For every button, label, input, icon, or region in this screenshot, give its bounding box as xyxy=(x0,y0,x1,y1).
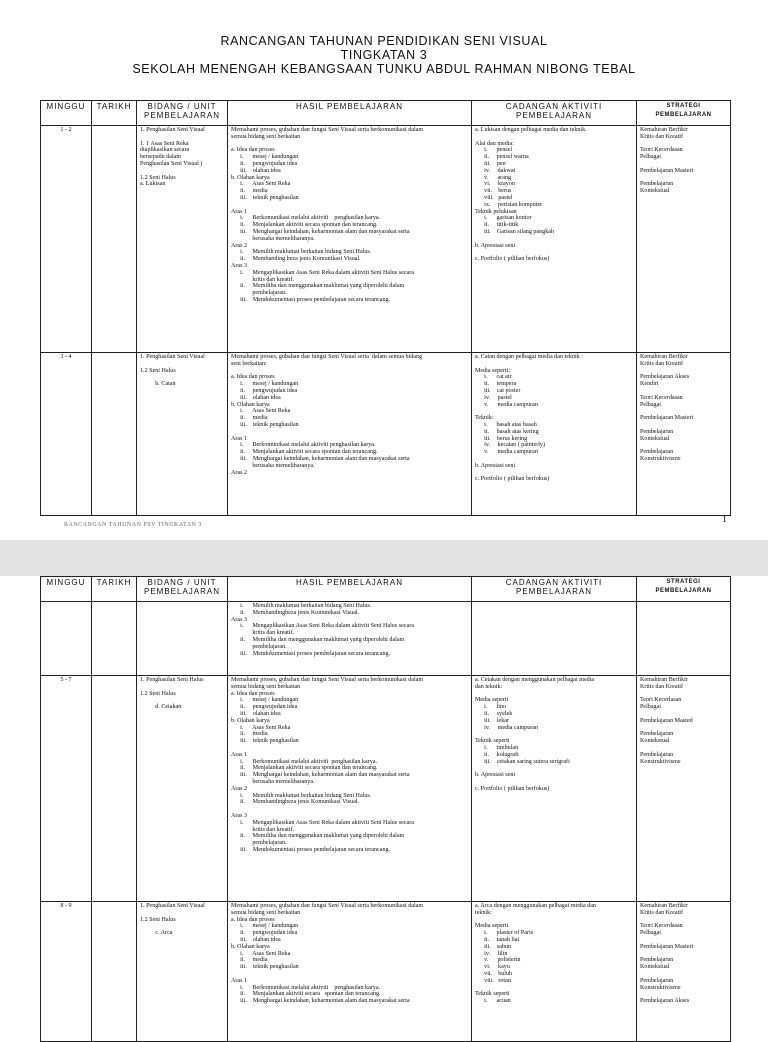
cell-cadangan: a. Catan dengan pelbagai media dan teknik : Media seperti: i. cat air ii. tempera iii. cat poster iv. pastel v. media campuran Teknik: i. basah atas basah ii. basah atas kering iii. berus kering iv. kecatan ( painterly) v. media campuran b. Apresiasi seni c. Portfolio ( pilihan berfokus) xyxy=(472,353,637,516)
table-row xyxy=(41,902,731,1042)
table-row xyxy=(41,676,731,902)
cell-tarikh xyxy=(92,902,137,1042)
plan-table-page-1 xyxy=(40,100,731,516)
cell-bidang: 1. Penghasilan Seni Visual 1.2 Seni Halus b. Catan xyxy=(137,353,228,516)
cell-strategi: Kemahiran Berfikir Kritis dan Kreatif Teori Kecerdasan Pelbagai Pembelajaran Masteri Pembelajaran Kontekstual xyxy=(637,126,731,353)
cell-cadangan xyxy=(472,602,637,676)
col-header-cadangan: CADANGAN AKTIVITI PEMBELAJARAN xyxy=(472,577,637,602)
cell-strategi xyxy=(637,602,731,676)
cell-tarikh xyxy=(92,676,137,902)
table-header-row xyxy=(41,101,731,126)
cell-tarikh xyxy=(92,126,137,353)
cell-cadangan: a. Arca dengan menggunakan pelbagai media dan teknik: Media seperti i. plaster of Paris ii. tanah liat iii. sabun iv. lilin v. polisterin vi. kayu vii. buluh viii. rotan Teknik seperti i. acuan xyxy=(472,902,637,1042)
col-header-minggu: MINGGU xyxy=(41,577,92,602)
cell-minggu: 1 - 2 xyxy=(41,126,92,353)
col-header-strategi: STRATEGI PEMBELAJARAN xyxy=(637,577,731,602)
cell-minggu xyxy=(41,602,92,676)
table-row xyxy=(41,353,731,516)
cell-cadangan: a. Lukisan dengan pelbagai media dan teknik. Alat dan media: i. pensel ii. pensel warna iii. pen iv. dakwat v. arang vi. krayon vii. berus viii. pastel ix. perisian komputer Teknik pelukisan i. garisan kontor ii. titik-titik iii. Garisan silang pangkah b. Apresiasi seni c. Portfolio ( pilihan berfokus) xyxy=(472,126,637,353)
col-header-hasil: HASIL PEMBELAJARAN xyxy=(228,577,472,602)
col-header-strategi: STRATEGI PEMBELAJARAN xyxy=(637,101,731,126)
document-title: RANCANGAN TAHUNAN PENDIDIKAN SENI VISUAL xyxy=(220,34,548,48)
document-page-2 xyxy=(0,576,768,1024)
cell-strategi: Kemahiran Berfikir Kritis dan Kreatif Teori Kecerdasan Pelbagai Pembelajaran Masteri Pembelajaran Kontekstual Pembelajaran Konstruktivisme Pembelajaran Akses xyxy=(637,902,731,1042)
plan-table-page-2 xyxy=(40,576,731,1042)
cell-hasil: Memahami proses, gubahan dan fungsi Seni Visual serta berkomunikasi dalam semua bidang seni berkaitan a. Idea dan proses i. mesej / kandungan ii. pengwujudan idea iii. olahan idea b. Olahan karya i. Asas Seni Reka ii. media iii. teknik penghasilan Aras 1 i. Berkomunikasi melalui aktiviti penghasilan karya. ii. Menjalankan aktiviti secara spontan dan terancang. iii. Menghargai keindahan, keharmonian alam dan masyarakat serta xyxy=(228,902,472,1042)
col-header-hasil: HASIL PEMBELAJARAN xyxy=(228,101,472,126)
page-number: 1 xyxy=(722,514,727,525)
cell-minggu: 5 - 7 xyxy=(41,676,92,902)
col-header-tarikh: TARIKH xyxy=(92,101,137,126)
cell-bidang: 1. Penghasilan Seni Visual 1.2 Seni Halus c. Arca xyxy=(137,902,228,1042)
table-row xyxy=(41,126,731,353)
cell-hasil: Memahami proses, gubahan dan fungsi Seni Visual serta dalam semua bidang seni berkaitan: a. Idea dan proses i. mesej / kandungan ii. pengwujudan idea iii. olahan idea b. Olahan karya i. Asas Seni Reka ii. media iii. teknik penghasilan Aras 1 i. Berkomunikasi melalui aktiviti penghasilan karya. ii. Menjalankan aktiviti secara spontan dan terancang. iii. Menghargai keindahan, keharmonian alam dan masyarakat serta berusaha memeliharanya. Aras 2 xyxy=(228,353,472,516)
page-footer: RANCANGAN TAHUNAN PSV TINGKATAN 3 xyxy=(64,522,202,528)
cell-bidang: 1. Penghasilan Seni Halus 1.2 Seni Halus d. Cetakan xyxy=(137,676,228,902)
col-header-bidang: BIDANG / UNIT PEMBELAJARAN xyxy=(137,577,228,602)
document-subtitle-school: SEKOLAH MENENGAH KEBANGSAAN TUNKU ABDUL RAHMAN NIBONG TEBAL xyxy=(132,62,636,76)
cell-strategi: Kemahiran Berfikir Kritis dan Kreatif Teori Kecerlasan Pelbagai Pembelajaran Masted Pembelajaran Kontekstual Pembelajaran Konstruktivisme xyxy=(637,676,731,902)
cell-hasil: i. Memilih maklumat berkaitan bidang Seni Halus. ii. Membandingbeza jenis Komunikasi Visual. Aras 3 i. Mengaplikasikan Asas Seni Reka dalam aktiviti Seni Halus secara kritis dan kreatif. ii. Memiliha dan menggunakan maklumat yang diperolehi dalam pembelajaran. iii. Mendokumentasi proses pembelajaran secara terancang. xyxy=(228,602,472,676)
table-header-row xyxy=(41,577,731,602)
col-header-minggu: MINGGU xyxy=(41,101,92,126)
cell-hasil: Memahami proses, gubahan dan fungsi Seni Visual serta berkomunikasi dalam semua bidang seni berkaitan a. Idea dan proses i. mesej / kandungan ii. pengwujudan idea iii. olahan idea b. Olahan karya i. Asas Seni Reka ii. media iii. teknik penghasilan Aras 1 i. Berkomunikasi melalui aktiviti penghasilan karya. ii. Menjalankan aktiviti secara spontan dan terancang. iii. Menghargai keindahan, keharmonian alam dan masyarakat serta berusaha memeliharanya. Aras 2 i. Memilih maklumat berkaitan bidang Seni Halus. ii. Membandingbeza jenis Komunikasi Visual. Aras 3 i. Mengaplikasikan Asas Seni Reka dalam aktiviti Seni Halus secara kritis dan kreatif. ii. Memiliha dan menggunakan maklumat yang diperolehi dalam pembelajaran. iii. Mendokumentasi proses pembelajaran secara terancang. xyxy=(228,676,472,902)
cell-minggu: 3 - 4 xyxy=(41,353,92,516)
cell-bidang xyxy=(137,602,228,676)
cell-hasil: Memahami proses, gubahan dan fungsi Seni Visual serta berkomunikasi dalam semua bidang seni berkaitan a. Idea dan proses i. mesej / kandungan ii. pengwujudan idea iii. olahan idea b. Olahan karya i. Asas Seni Reka ii. media iii. teknik penghasilan Aras 1 i. Berkomunikasi melalui aktiviti penghasilan karya. ii. Menjalankan aktiviti secara spontan dan terancang. iii. Menghargai keindahan, keharmonian alam dan masyarakat serta berusaha memeliharanya. Aras 2 i. Memilih maklumat berkaitan bidang Seni Halus. ii. Membanding beza jenis Komunikasi Visual. Aras 3 i. Mengaplikasikan Asas Seni Reka dalam aktiviti Seni Halus secara kritis dan kreatif. ii. Memiliha dan menggunakan maklumat yang diperolehi dalam pembelajaran. iii. Mendokumentasi proses pembelajaran secara terancang. xyxy=(228,126,472,353)
cell-tarikh xyxy=(92,602,137,676)
cell-cadangan: a. Cetakan dengan menggunakan pelbagai media dan teknik: Media seperti i. lino ii. syelek iii. lekar iv. media campuran Teknik seperti i. timbulan ii. kolagrafi iii. cetakan saring sutera serigrafi b. Apresiasi seni c. Portfolio ( pilihan berfokus) xyxy=(472,676,637,902)
page-separator xyxy=(0,540,768,576)
cell-minggu: 8 - 9 xyxy=(41,902,92,1042)
cell-tarikh xyxy=(92,353,137,516)
document-subtitle-form: TINGKATAN 3 xyxy=(340,48,428,62)
cell-strategi: Kemahiran Berfikir Kritis dan Kreatif Pembelajaran Akses Kendiri Teori Kecerdasan Pelbagai Pembelajaran Masteri Pembelajaran Kontekstual Pembelajaran Konstruktivisme xyxy=(637,353,731,516)
col-header-bidang: BIDANG / UNIT PEMBELAJARAN xyxy=(137,101,228,126)
table-row xyxy=(41,602,731,676)
col-header-cadangan: CADANGAN AKTIVITI PEMBELAJARAN xyxy=(472,101,637,126)
col-header-tarikh: TARIKH xyxy=(92,577,137,602)
cell-bidang: 1. Penghasilan Seni Visual 1. 1 Asas Seni Reka diaplikasikan secara bersepadu dalam Penghasilan Seni Visual ) 1.2 Seni Halus a. Lukisan xyxy=(137,126,228,353)
